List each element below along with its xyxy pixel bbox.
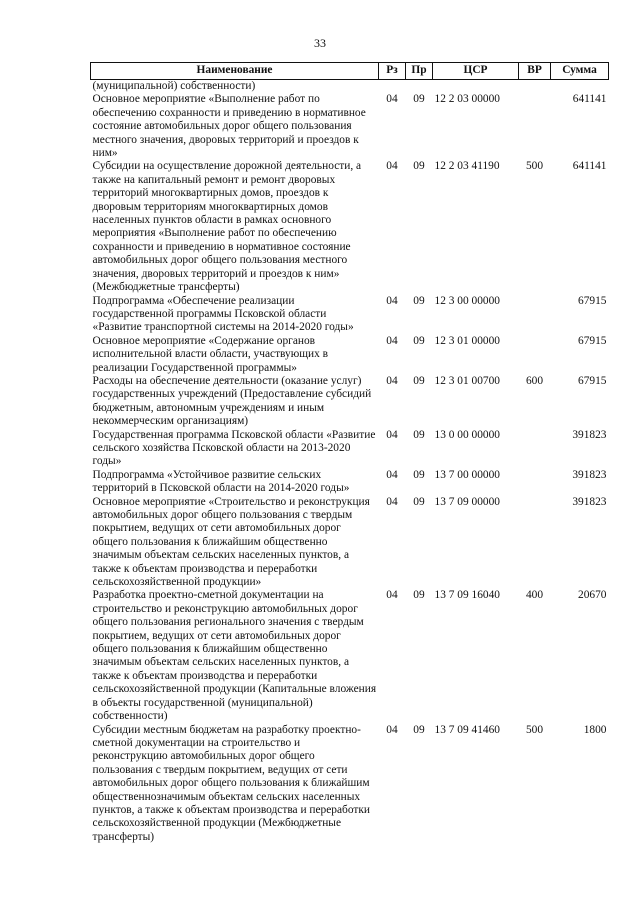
row-sum: [551, 80, 609, 94]
row-csr: 12 3 01 00700: [434, 374, 500, 387]
row-name: Субсидии на осуществление дорожной деятельности, а также на капитальный ремонт и ремонт дворовых территорий многоквартирных домов, проездов к дворовым территориям многоквартирных домов населенных пунктов области в рамках основного мероприятия «Выполнение работ по обеспечению сохранности и приведению в нормативное состояние автомобильных дорог общего пользования местного значения, дворовых территорий и проездов к ним» (Межбюджетные трансферты): [92, 160, 362, 294]
row-name: Расходы на обеспечение деятельности (оказание услуг) государственных учреждений (Предоставление субсидий бюджетным, автономным учреждениям и иным некоммерческим организациям): [92, 374, 372, 428]
row-rz: 04: [386, 93, 398, 106]
row-csr: 12 3 01 00000: [434, 334, 500, 347]
row-csr: 13 7 09 41460: [434, 723, 500, 736]
table-row: [91, 589, 609, 723]
row-name: Государственная программа Псковской области «Развитие сельского хозяйства Псковской области на 2013-2020 годы»: [92, 428, 376, 468]
row-csr: 13 0 00 00000: [434, 428, 500, 441]
row-pr: 09: [413, 428, 425, 441]
budget-table: [90, 62, 609, 844]
row-name: (муниципальной) собственности): [92, 80, 256, 92]
column-header-name: Наименование: [91, 63, 379, 80]
row-sum: 641141: [572, 160, 607, 173]
row-sum: 391823: [572, 495, 607, 508]
page-number: 33: [314, 36, 326, 50]
row-name: Подпрограмма «Устойчивое развитие сельских территорий в Псковской области на 2014-2020 годы»: [92, 468, 350, 495]
row-sum: 67915: [578, 294, 607, 307]
table-row: [91, 295, 609, 335]
row-pr: 09: [413, 723, 425, 736]
row-vr: [519, 295, 551, 335]
row-pr: 09: [413, 589, 425, 602]
row-rz: 04: [386, 334, 398, 347]
row-name: Субсидии местным бюджетам на разработку проектно-сметной документации на строительство и реконструкцию автомобильных дорог общего пользования с твердым покрытием, ведущих от сети автомобильных дорог общего пользования к ближайшим общественнозначимым объектам сельских населенных пунктов, а также к объектам производства и переработки сельскохозяйственной продукции (Межбюджетные трансферты): [92, 723, 371, 843]
column-header-pr: Пр: [406, 63, 433, 80]
row-pr: 09: [413, 334, 425, 347]
row-rz: 04: [386, 160, 398, 173]
row-sum: 1800: [583, 723, 607, 736]
row-sum: 67915: [578, 374, 607, 387]
column-header-sum: Сумма: [551, 63, 609, 80]
table-row: [91, 160, 609, 294]
table-row: [91, 724, 609, 845]
row-pr: 09: [413, 495, 425, 508]
row-vr: 600: [525, 374, 544, 387]
table-row: [91, 469, 609, 496]
row-name: Подпрограмма «Обеспечение реализации государственной программы Псковской области «Развитие транспортной системы на 2014-2020 годы»: [92, 294, 354, 334]
table-row: [91, 496, 609, 590]
row-sum: 20670: [578, 589, 607, 602]
table-row: [91, 375, 609, 429]
row-vr: [519, 496, 551, 590]
table-header-row: [91, 63, 609, 80]
column-header-vr: ВР: [519, 63, 551, 80]
column-header-csr: ЦСР: [433, 63, 519, 80]
row-csr: 13 7 09 00000: [434, 495, 500, 508]
row-pr: 09: [413, 160, 425, 173]
row-vr: [519, 93, 551, 160]
row-rz: 04: [386, 428, 398, 441]
row-vr: 500: [525, 160, 544, 173]
row-csr: 13 7 09 16040: [434, 589, 500, 602]
row-vr: [519, 469, 551, 496]
table-row: [91, 93, 609, 160]
row-pr: 09: [413, 468, 425, 481]
row-csr: 12 3 00 00000: [434, 294, 500, 307]
row-pr: 09: [413, 294, 425, 307]
row-pr: 09: [413, 93, 425, 106]
row-rz: 04: [386, 374, 398, 387]
table-row: [91, 80, 609, 94]
row-vr: 400: [525, 589, 544, 602]
row-vr: 500: [525, 723, 544, 736]
row-csr: 12 2 03 00000: [434, 93, 500, 106]
row-sum: 391823: [572, 468, 607, 481]
row-name: Основное мероприятие «Строительство и реконструкция автомобильных дорог общего пользования с твердым покрытием, ведущих от сети автомобильных дорог общего пользования к ближайшим общественно значимым объектам сельских населенных пунктов, а также к объектам производства и переработки сельскохозяйственной продукции»: [92, 495, 370, 589]
row-sum: 391823: [572, 428, 607, 441]
row-rz: 04: [386, 468, 398, 481]
table-row: [91, 335, 609, 375]
row-pr: [406, 80, 433, 94]
row-vr: [519, 429, 551, 469]
row-rz: 04: [386, 723, 398, 736]
row-rz: [379, 80, 406, 94]
row-pr: 09: [413, 374, 425, 387]
table-row: [91, 429, 609, 469]
row-sum: 67915: [578, 334, 607, 347]
row-name: Основное мероприятие «Содержание органов исполнительной власти области, участвующих в реализации Государственной программы»: [92, 334, 329, 374]
row-sum: 641141: [572, 93, 607, 106]
row-name: Разработка проектно-сметной документации на строительство и реконструкцию автомобильных дорог общего пользования регионального значения с твердым покрытием, ведущих от сети автомобильных дорог общего пользования к ближайшим общественно значимым объектам сельских населенных пунктов, а также к объектам производства и переработки сельскохозяйственной продукции (Капитальные вложения в объекты государственной (муниципальной) собственности): [92, 589, 377, 723]
row-rz: 04: [386, 294, 398, 307]
row-csr: 13 7 00 00000: [434, 468, 500, 481]
row-csr: 12 2 03 41190: [434, 160, 500, 173]
row-vr: [519, 335, 551, 375]
row-name: Основное мероприятие «Выполнение работ по обеспечению сохранности и приведению в нормативное состояние автомобильных дорог общего пользования местного значения, дворовых территорий и проездов к ним»: [92, 93, 366, 160]
row-vr: [519, 80, 551, 94]
row-rz: 04: [386, 589, 398, 602]
column-header-rz: Рз: [379, 63, 406, 80]
row-rz: 04: [386, 495, 398, 508]
row-csr: [433, 80, 519, 94]
